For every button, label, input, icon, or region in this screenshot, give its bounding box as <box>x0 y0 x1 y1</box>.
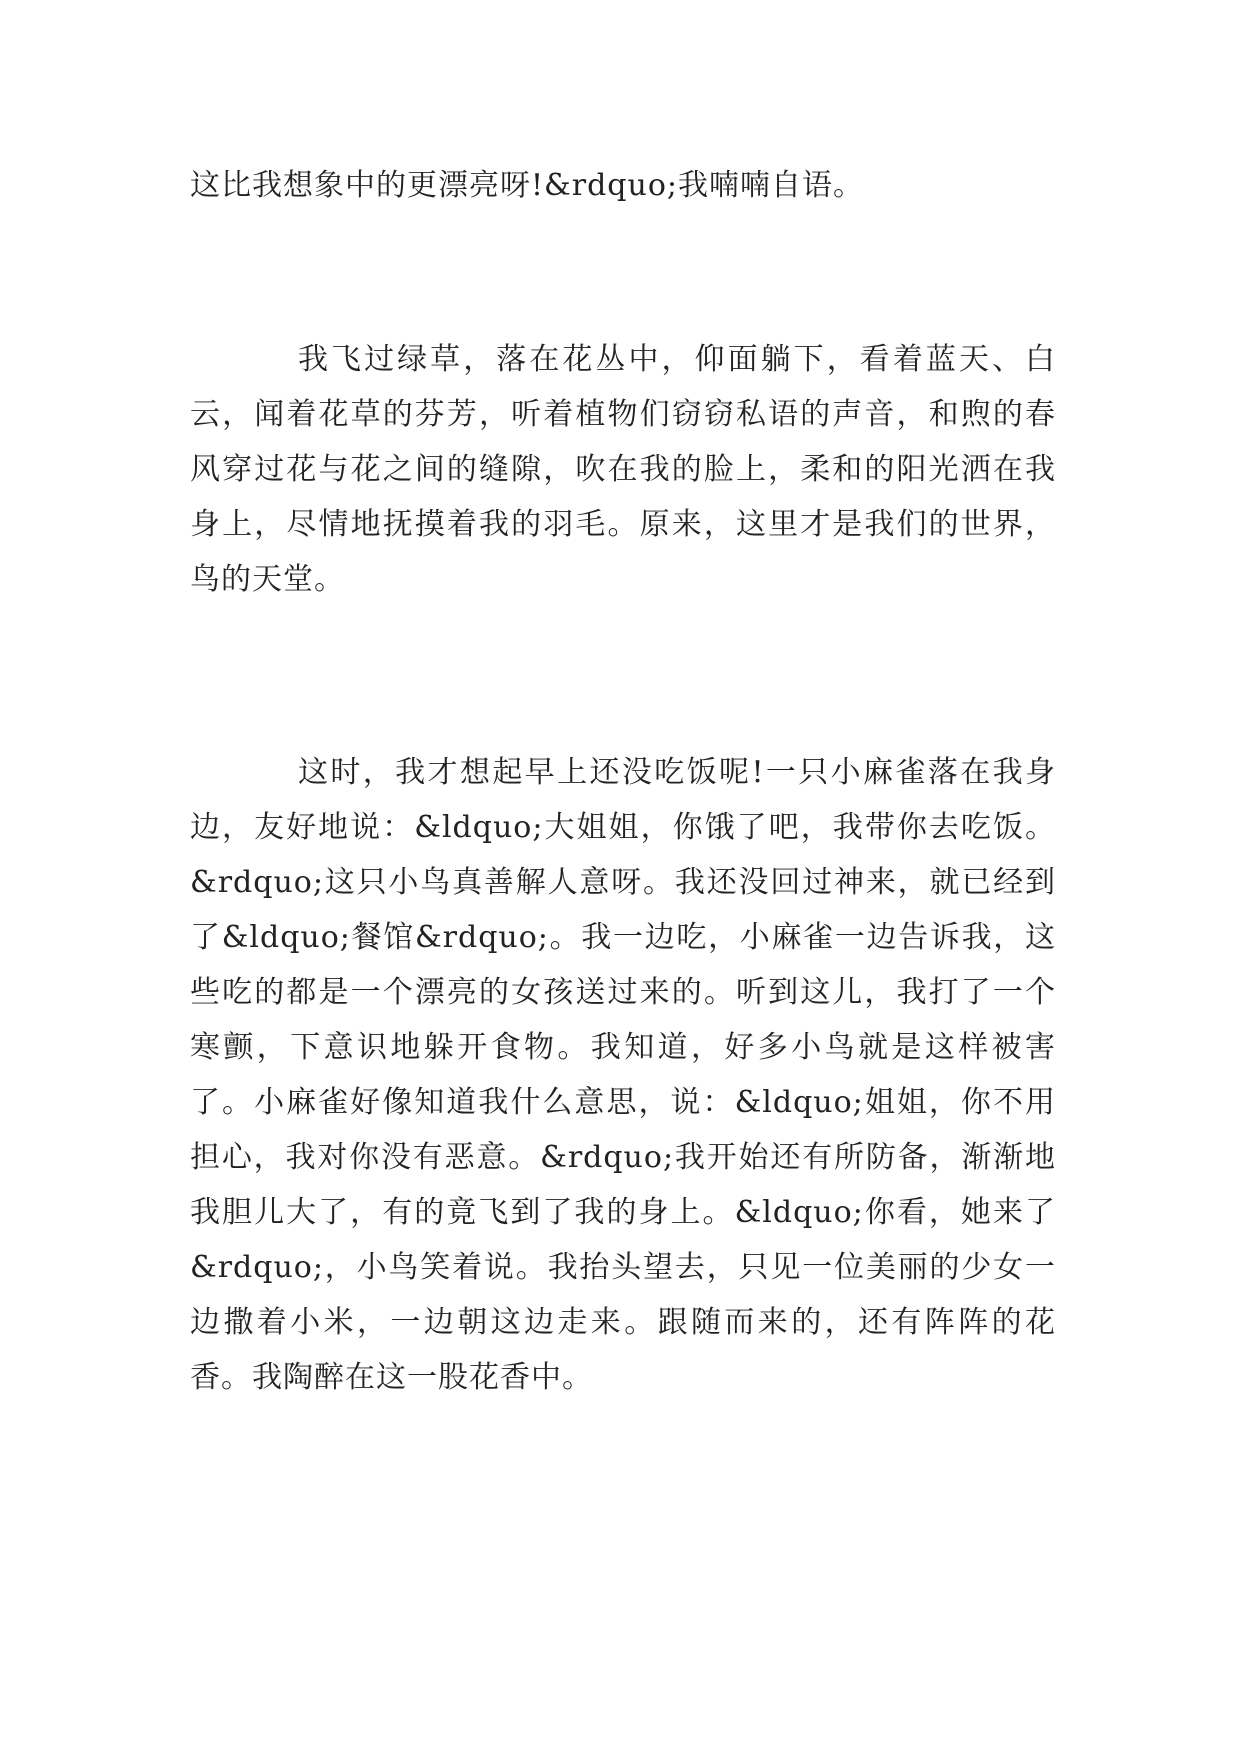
paragraph-3: 这时，我才想起早上还没吃饭呢!一只小麻雀落在我身边，友好地说：&ldquo;大姐姐，你饿了吧，我带你去吃饭。&rdquo;这只小鸟真善解人意呀。我还没回过神来，就已经到了&ldquo;餐馆&rdquo;。我一边吃，小麻雀一边告诉我，这些吃的都是一个漂亮的女孩送过来的。听到这儿，我打了一个寒颤，下意识地躲开食物。我知道，好多小鸟就是这样被害了。小麻雀好像知道我什么意思，说：&ldquo;姐姐，你不用担心，我对你没有恶意。&rdquo;我开始还有所防备，渐渐地我胆儿大了，有的竟飞到了我的身上。&ldquo;你看，她来了&rdquo;，小鸟笑着说。我抬头望去，只见一位美丽的少女一边撒着小米，一边朝这边走来。跟随而来的，还有阵阵的花香。我陶醉在这一股花香中。 <box>190 755 1056 1395</box>
paragraph-2: 我飞过绿草，落在花丛中，仰面躺下，看着蓝天、白云，闻着花草的芬芳，听着植物们窃窃私语的声音，和煦的春风穿过花与花之间的缝隙，吹在我的脸上，柔和的阳光洒在我身上，尽情地抚摸着我的羽毛。原来，这里才是我们的世界，鸟的天堂。 <box>190 342 1056 597</box>
paragraph-1: 这比我想象中的更漂亮呀!&rdquo;我喃喃自语。 <box>190 168 864 203</box>
